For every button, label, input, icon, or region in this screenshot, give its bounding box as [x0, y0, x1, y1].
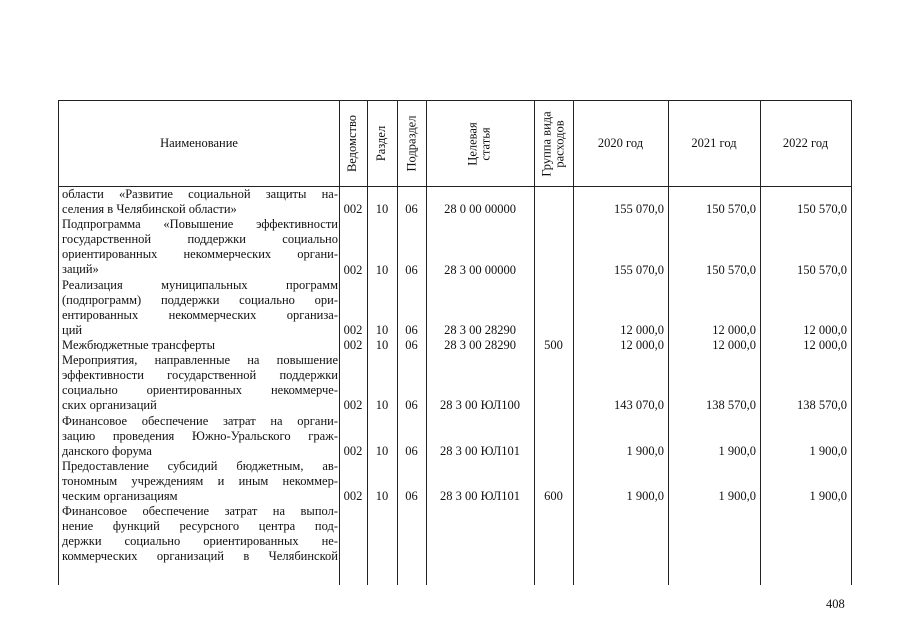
row-name-line: тономным учреждениям и иным некоммер- — [62, 473, 338, 488]
header-gruppa-text — [541, 111, 567, 176]
cell-vedomstvo: 002 — [343, 322, 363, 337]
table-row-name — [62, 353, 338, 413]
row-name-line: социально ориентированных некоммерче- — [62, 383, 338, 398]
table-row-name — [62, 187, 338, 217]
row-name-line: Реализация муниципальных программ — [62, 277, 338, 292]
table-row-name — [62, 217, 338, 277]
cell-celevaya: 28 3 00 28290 — [444, 322, 516, 337]
cell-2020: 143 070,0 — [614, 398, 664, 413]
cell-podrazdel: 06 — [405, 443, 418, 458]
header-2020-text: 2020 год — [597, 136, 644, 150]
cell-vedomstvo: 002 — [343, 443, 363, 458]
header-gruppa-line2: расходов — [552, 119, 567, 168]
row-name-line: данского форума — [62, 443, 152, 458]
cell-2022: 12 000,0 — [803, 338, 847, 352]
cell-2021: 1 900,0 — [718, 489, 756, 503]
cell-razdel: 10 — [375, 262, 389, 277]
header-celevaya-line2: статья — [479, 126, 493, 161]
header-2022 — [760, 101, 851, 186]
cell-2020: 1 900,0 — [626, 489, 664, 503]
cell-2022: 150 570,0 — [797, 262, 847, 277]
row-name-line: ских организаций — [62, 398, 157, 413]
header-gruppa-line1: Группа вида — [539, 110, 554, 177]
cell-2022: 12 000,0 — [803, 322, 847, 337]
cell-podrazdel: 06 — [405, 322, 418, 337]
header-name — [59, 101, 339, 186]
table-row-name — [62, 278, 338, 338]
cell-vedomstvo: 002 — [343, 489, 363, 503]
cell-celevaya: 28 3 00 ЮЛ101 — [439, 489, 521, 503]
row-name-line: ций — [62, 322, 83, 337]
cell-razdel: 10 — [375, 338, 389, 352]
header-2021 — [668, 101, 760, 186]
cell-celevaya: 28 3 00 ЮЛ100 — [439, 398, 521, 413]
cell-2021: 12 000,0 — [712, 338, 756, 352]
cell-2021: 150 570,0 — [706, 262, 756, 277]
cell-razdel: 10 — [375, 443, 389, 458]
header-vedomstvo — [339, 101, 367, 186]
row-name-line: (подпрограмм) поддержки социально ори- — [62, 292, 338, 307]
row-name-line: Финансовое обеспечение затрат на органи- — [62, 413, 338, 428]
row-name-line: эффективности государственной поддержки — [62, 368, 338, 383]
row-name-line: селения в Челябинской области» — [62, 202, 237, 217]
table-row-name — [62, 504, 338, 564]
page-number: 408 — [826, 597, 845, 611]
cell-celevaya: 28 3 00 ЮЛ101 — [439, 443, 521, 458]
row-name-line: области «Развитие социальной защиты на- — [62, 187, 338, 201]
table-row-name — [62, 338, 338, 353]
row-name-line: ориентированных некоммерческих органи- — [62, 247, 338, 262]
row-name-line: Финансовое обеспечение затрат на выпол- — [62, 504, 338, 519]
row-name-line: нение функций ресурсного центра под- — [62, 519, 338, 534]
row-name-line: Мероприятия, направленные на повышение — [62, 353, 338, 368]
row-name-line: зацию проведения Южно-Уральского граж- — [62, 428, 338, 443]
cell-vedomstvo: 002 — [343, 202, 363, 217]
row-name-line: заций» — [62, 262, 99, 277]
cell-vedomstvo: 002 — [343, 262, 363, 277]
cell-podrazdel: 06 — [405, 398, 418, 413]
header-gruppa — [534, 101, 573, 186]
cell-2022: 150 570,0 — [797, 202, 847, 217]
cell-vedomstvo: 002 — [343, 398, 363, 413]
cell-2020: 155 070,0 — [614, 202, 664, 217]
row-name-line: государственной поддержки социально — [62, 232, 338, 247]
table-row-name — [62, 459, 338, 504]
header-celevaya-line1: Целевая — [466, 121, 480, 166]
cell-2022: 1 900,0 — [809, 489, 847, 503]
header-2020 — [573, 101, 668, 186]
cell-razdel: 10 — [375, 489, 389, 503]
row-name-line: Предоставление субсидий бюджетным, ав- — [62, 458, 338, 473]
row-name-line: ентированных некоммерческих организа- — [62, 307, 338, 322]
cell-2022: 1 900,0 — [809, 443, 847, 458]
cell-2021: 1 900,0 — [718, 443, 756, 458]
header-2021-text: 2021 год — [691, 136, 737, 150]
budget-table — [58, 100, 852, 585]
header-name-text: Наименование — [160, 136, 238, 150]
header-razdel — [367, 101, 397, 186]
cell-razdel: 10 — [375, 398, 389, 413]
row-name-line: коммерческих организаций в Челябинской — [62, 549, 338, 564]
cell-podrazdel: 06 — [405, 262, 418, 277]
cell-celevaya: 28 0 00 00000 — [444, 202, 516, 217]
table-row-name — [62, 414, 338, 459]
cell-celevaya: 28 3 00 00000 — [444, 262, 516, 277]
cell-2020: 12 000,0 — [620, 338, 664, 352]
cell-razdel: 10 — [375, 202, 389, 217]
row-name-line: Межбюджетные трансферты — [62, 338, 216, 352]
cell-2020: 1 900,0 — [626, 443, 664, 458]
cell-2021: 12 000,0 — [712, 322, 756, 337]
cell-gruppa: 600 — [544, 489, 563, 503]
cell-2022: 138 570,0 — [797, 398, 847, 413]
cell-2021: 138 570,0 — [706, 398, 756, 413]
cell-celevaya: 28 3 00 28290 — [444, 338, 516, 352]
header-podrazdel-text: Подраздел — [404, 115, 418, 172]
cell-2020: 12 000,0 — [620, 322, 664, 337]
cell-gruppa: 500 — [544, 338, 563, 352]
cell-podrazdel: 06 — [405, 338, 418, 352]
cell-vedomstvo: 002 — [343, 338, 363, 352]
header-celevaya — [426, 101, 534, 186]
row-name-line: ческим организациям — [62, 488, 178, 503]
header-celevaya-text — [467, 122, 493, 165]
row-name-line: держки социально ориентированных не- — [62, 534, 338, 549]
cell-podrazdel: 06 — [405, 489, 418, 503]
cell-2020: 155 070,0 — [614, 262, 664, 277]
cell-podrazdel: 06 — [405, 202, 418, 217]
cell-razdel: 10 — [375, 322, 389, 337]
cell-2021: 150 570,0 — [706, 202, 756, 217]
header-vedomstvo-text: Ведомство — [345, 114, 360, 173]
row-name-line: Подпрограмма «Повышение эффективности — [62, 217, 338, 232]
header-2022-text: 2022 год — [782, 136, 829, 150]
header-razdel-text: Раздел — [374, 125, 389, 162]
header-podrazdel — [397, 101, 426, 186]
